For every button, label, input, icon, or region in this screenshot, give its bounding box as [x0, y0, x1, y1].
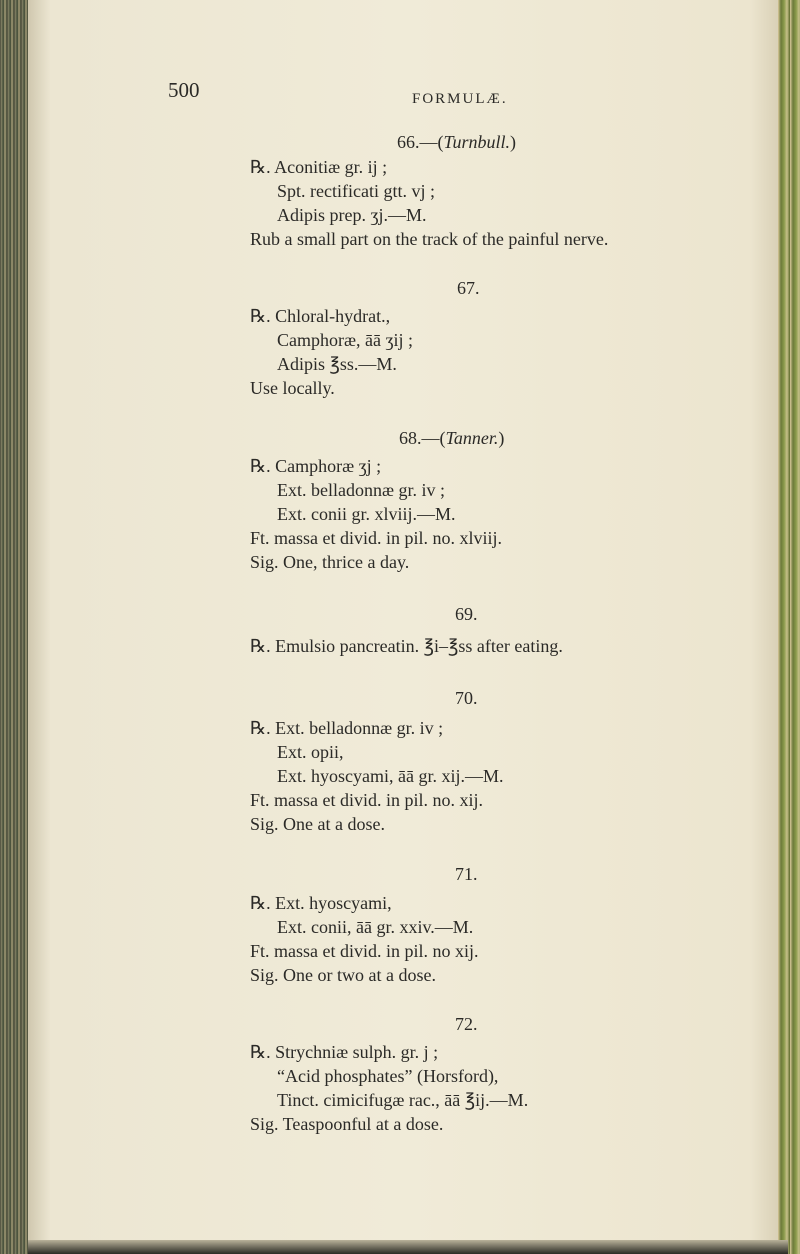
formula-69-line-1: ℞. Emulsio pancreatin. ℥i–℥ss after eating. [250, 636, 563, 656]
formula-71-header: 71. [455, 864, 478, 884]
formula-66-line-1: ℞. Aconitiæ gr. ij ; [250, 157, 388, 177]
formula-70-header: 70. [455, 688, 478, 708]
page-edges-right [778, 0, 800, 1254]
formula-67-line-4: Use locally. [250, 378, 335, 398]
formula-69-header: 69. [455, 604, 478, 624]
formula-71-line-2: Ext. conii, āā gr. xxiv.—M. [277, 917, 474, 937]
formula-71-line-3: Ft. massa et divid. in pil. no xij. [250, 941, 479, 961]
formula-70-line-1: ℞. Ext. belladonnæ gr. iv ; [250, 718, 444, 738]
formula-71-line-4: Sig. One or two at a dose. [250, 965, 436, 985]
formula-66-line-4: Rub a small part on the track of the painful nerve. [250, 229, 609, 249]
formula-72-line-1: ℞. Strychniæ sulph. gr. j ; [250, 1042, 439, 1062]
formula-72-header: 72. [455, 1014, 478, 1034]
formula-67-line-1: ℞. Chloral-hydrat., [250, 306, 391, 326]
page-edge-bottom [28, 1240, 788, 1254]
formula-67-line-2: Camphoræ, āā ʒij ; [277, 330, 413, 350]
book-binding-left [0, 0, 30, 1254]
formula-70-line-3: Ext. hyoscyami, āā gr. xij.—M. [277, 766, 504, 786]
formula-66-header: 66.—(Turnbull.) [397, 132, 517, 152]
formula-70-line-2: Ext. opii, [277, 742, 344, 762]
formula-68-line-5: Sig. One, thrice a day. [250, 552, 410, 572]
formula-67-header: 67. [457, 278, 480, 298]
formula-68-line-2: Ext. belladonnæ gr. iv ; [277, 480, 445, 500]
page-number: 500 [168, 78, 200, 102]
formula-70-line-4: Ft. massa et divid. in pil. no. xij. [250, 790, 483, 810]
formula-66-line-3: Adipis prep. ʒj.—M. [277, 205, 427, 225]
running-head: FORMULÆ. [412, 91, 508, 107]
formula-72-line-3: Tinct. cimicifugæ rac., āā ℥ij.—M. [277, 1090, 529, 1110]
formula-72-line-4: Sig. Teaspoonful at a dose. [250, 1114, 444, 1134]
formula-68-line-3: Ext. conii gr. xlviij.—M. [277, 504, 456, 524]
formula-72-line-2: “Acid phosphates” (Horsford), [277, 1066, 499, 1086]
formula-68-line-4: Ft. massa et divid. in pil. no. xlviij. [250, 528, 502, 548]
formula-66-line-2: Spt. rectificati gtt. vj ; [277, 181, 435, 201]
formula-68-line-1: ℞. Camphoræ ʒj ; [250, 456, 382, 476]
formula-68-header: 68.—(Tanner.) [399, 428, 505, 448]
formula-70-line-5: Sig. One at a dose. [250, 814, 385, 834]
formula-71-line-1: ℞. Ext. hyoscyami, [250, 893, 392, 913]
formula-67-line-3: Adipis ℥ss.—M. [277, 354, 397, 374]
